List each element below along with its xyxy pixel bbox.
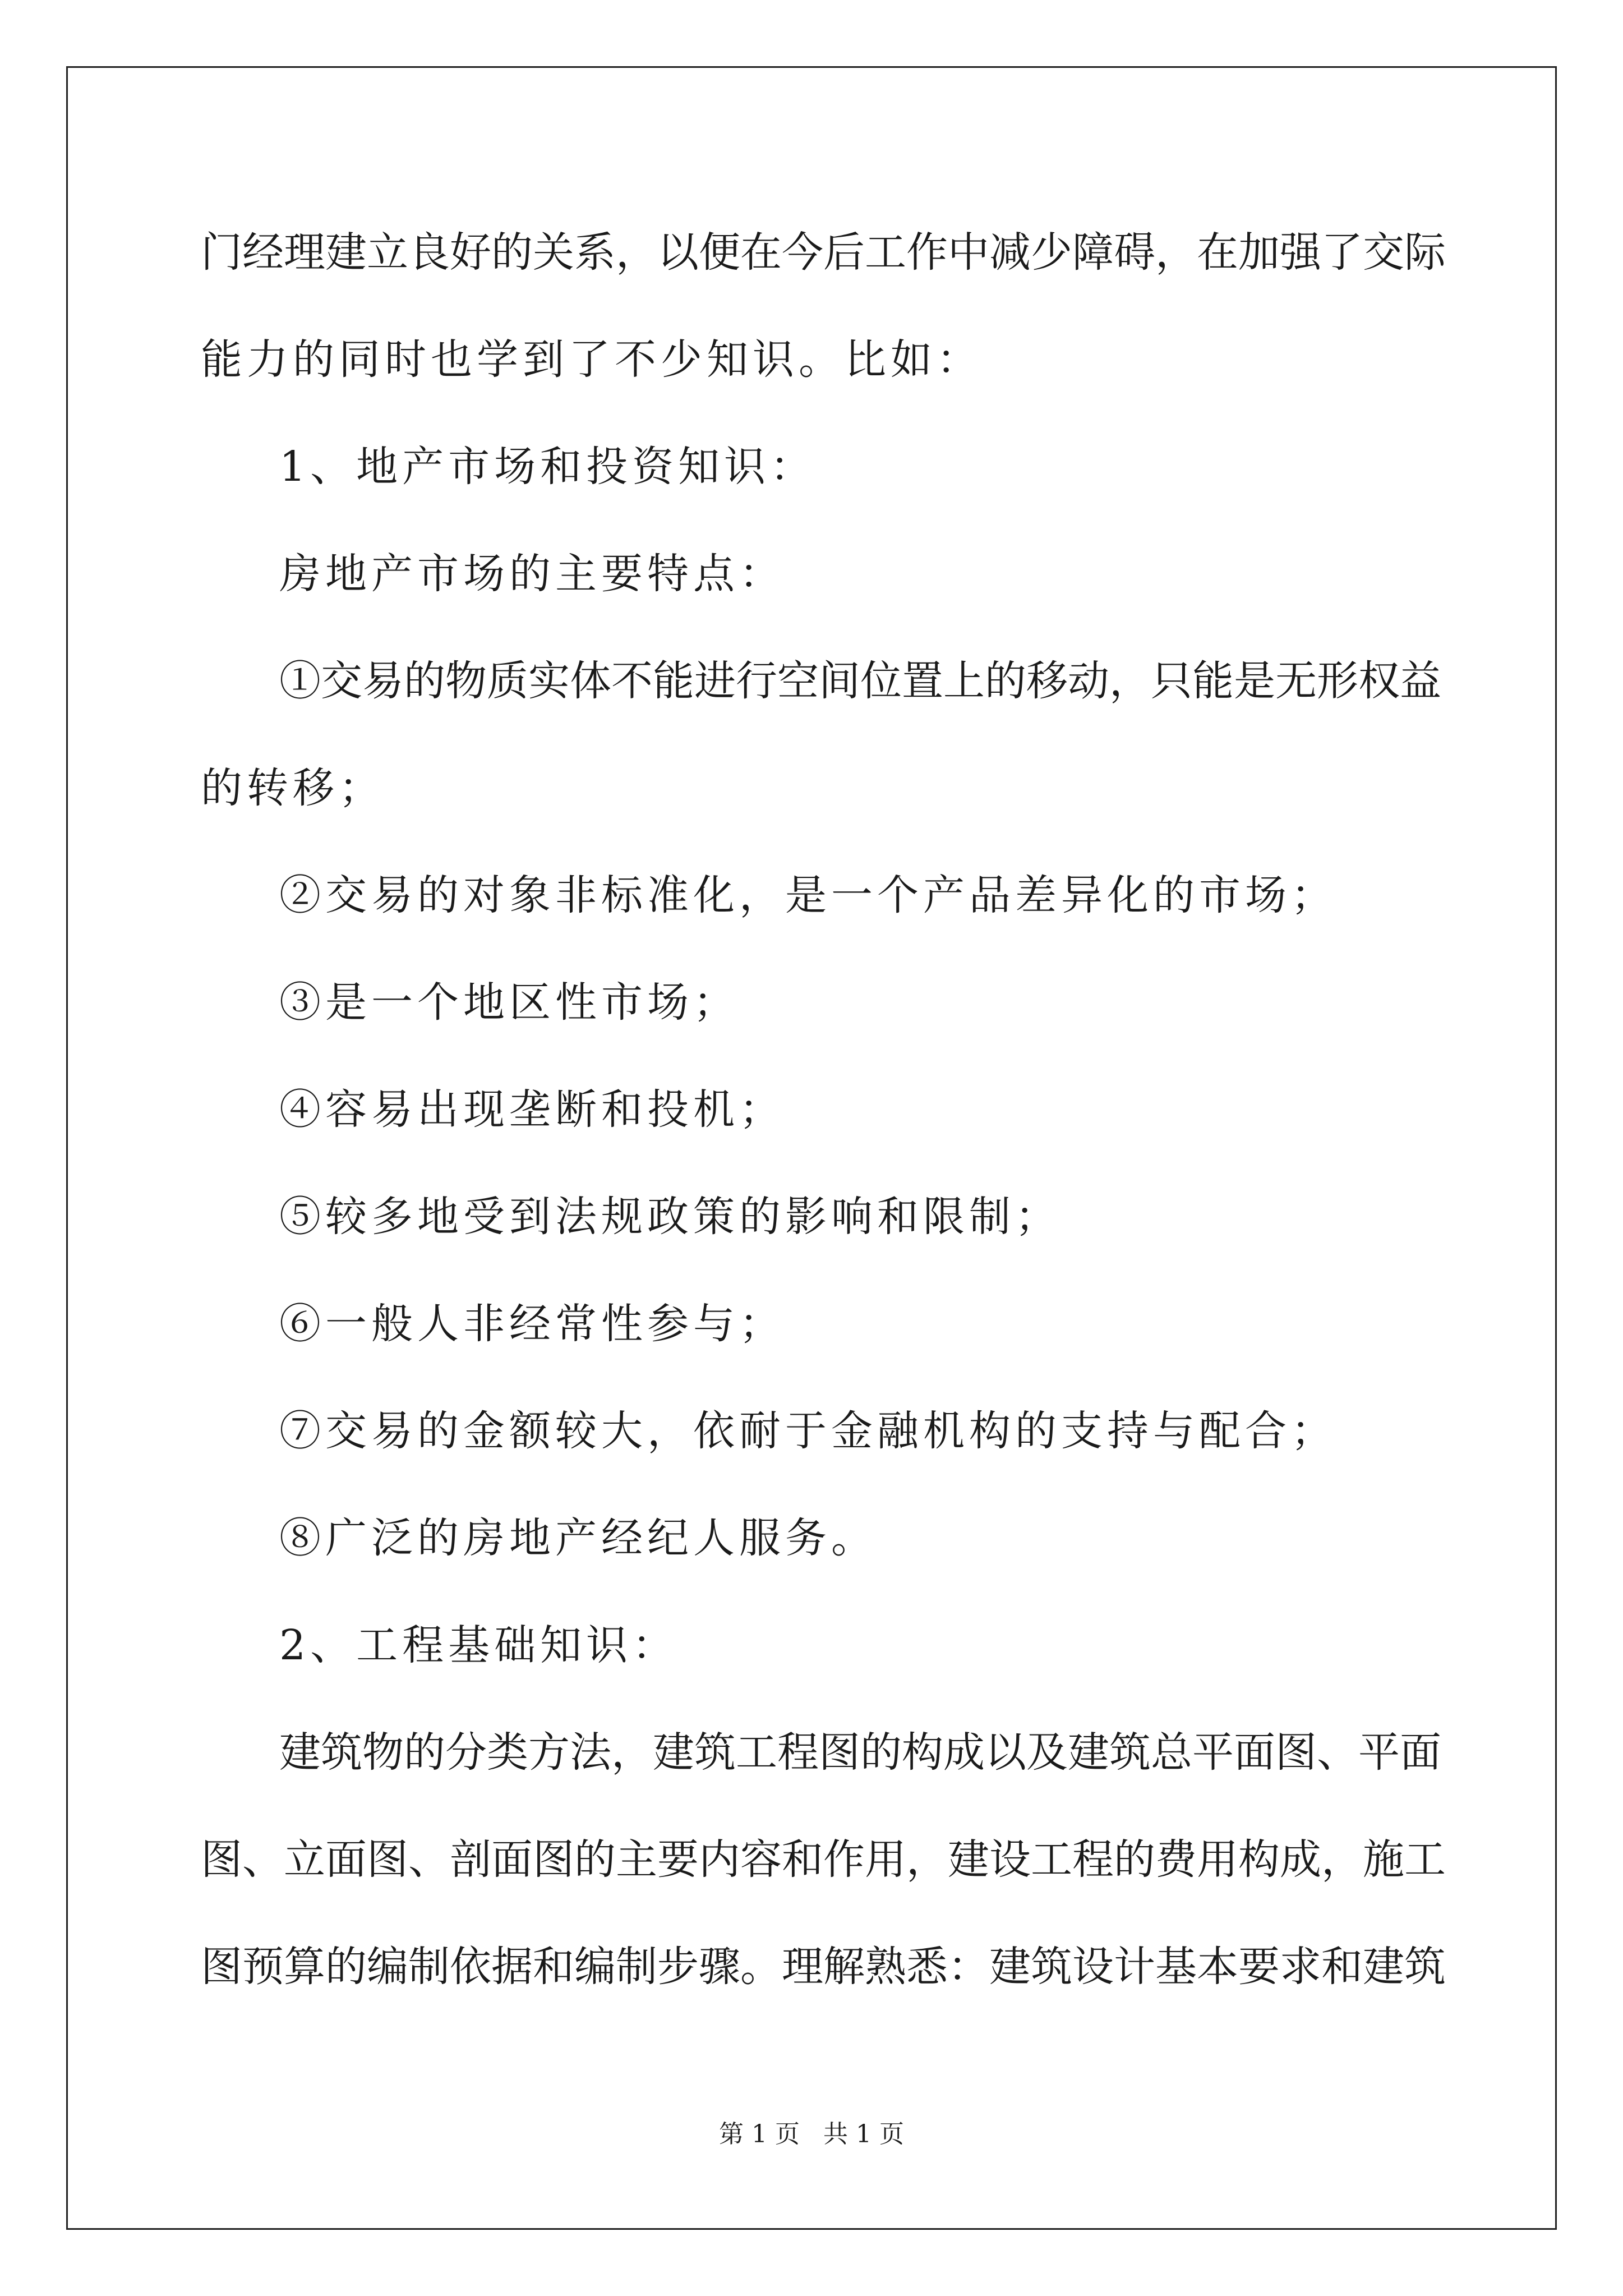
text-line: 图预算的编制依据和编制步骤。理解熟悉：建筑设计基本要求和建筑 bbox=[201, 1943, 1446, 1991]
text-line: 房地产市场的主要特点： bbox=[279, 550, 785, 598]
text-line: 门经理建立良好的关系，以便在今后工作中减少障碍，在加强了交际 bbox=[201, 228, 1446, 277]
text-line: ⑦交易的金额较大，依耐于金融机构的支持与配合； bbox=[279, 1407, 1337, 1455]
page-number-footer: 第 1 页 共 1 页 bbox=[719, 2120, 904, 2148]
text-line: 2、工程基础知识： bbox=[279, 1621, 679, 1669]
text-line: ⑥一般人非经常性参与； bbox=[279, 1300, 785, 1348]
text-line: ③是一个地区性市场； bbox=[279, 978, 739, 1027]
text-line: ④容易出现垄断和投机； bbox=[279, 1085, 785, 1134]
text-line: ①交易的物质实体不能进行空间位置上的移动，只能是无形权益 bbox=[279, 657, 1441, 705]
text-line: 的转移； bbox=[201, 764, 385, 812]
text-line: 图、立面图、剖面图的主要内容和作用，建设工程的费用构成，施工 bbox=[201, 1835, 1446, 1884]
text-line: ⑤较多地受到法规政策的影响和限制； bbox=[279, 1193, 1061, 1241]
text-line: ⑧广泛的房地产经纪人服务。 bbox=[279, 1514, 877, 1562]
text-line: 能力的同时也学到了不少知识。比如： bbox=[201, 335, 983, 384]
text-line: 1、地产市场和投资知识： bbox=[279, 443, 817, 491]
text-line: 建筑物的分类方法，建筑工程图的构成以及建筑总平面图、平面 bbox=[279, 1728, 1441, 1777]
text-line: ②交易的对象非标准化，是一个产品差异化的市场； bbox=[279, 871, 1337, 919]
